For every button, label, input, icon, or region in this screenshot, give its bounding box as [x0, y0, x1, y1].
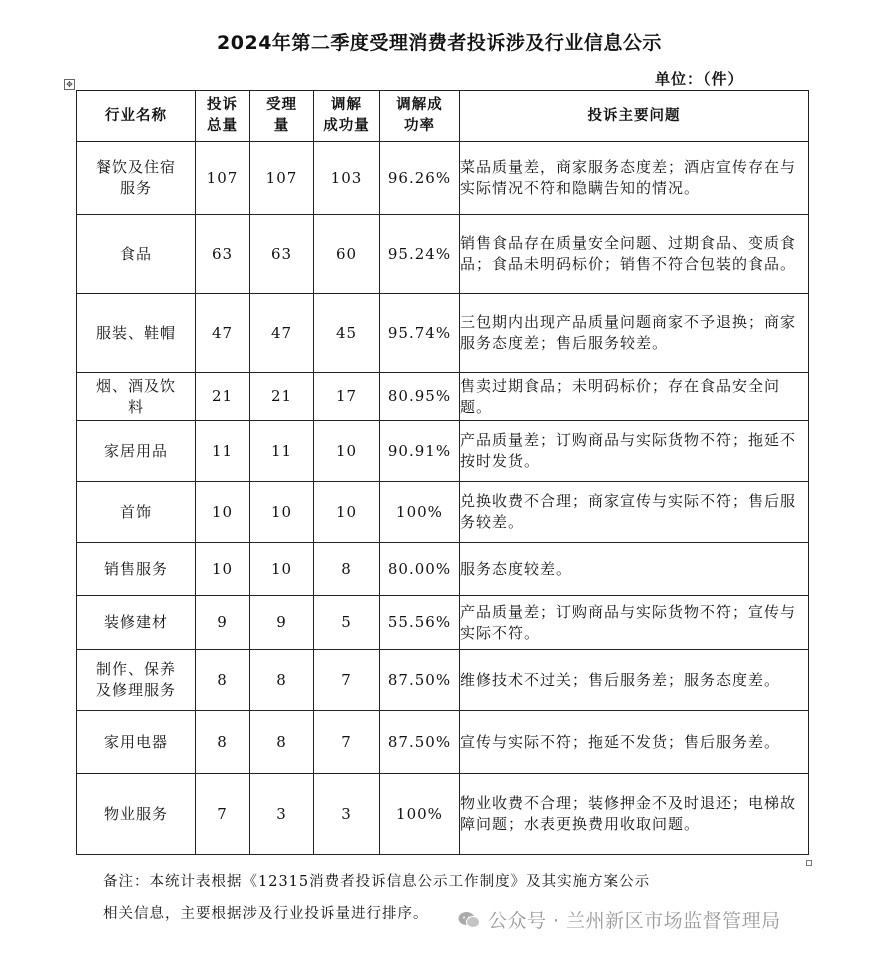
header-line: 投诉主要问题 [587, 107, 681, 124]
rate-cell: 87.50% [380, 711, 460, 774]
issues-cell: 服务态度较差。 [460, 543, 809, 596]
table-row [77, 650, 809, 711]
table-row [77, 142, 809, 215]
industry-line: 销售服务 [103, 559, 168, 578]
header-rate [380, 91, 460, 142]
mediated-cell: 8 [314, 543, 380, 596]
table-row [77, 596, 809, 650]
rate-cell: 100% [380, 774, 460, 855]
wechat-icon [458, 911, 480, 929]
complaint-table [76, 90, 809, 855]
issues-cell: 产品质量差；订购商品与实际货物不符；宣传与实际不符。 [460, 596, 809, 650]
mediated-cell: 7 [314, 650, 380, 711]
industry-cell [77, 596, 196, 650]
rate-cell: 80.00% [380, 543, 460, 596]
total-cell: 7 [196, 774, 250, 855]
industry-cell [77, 215, 196, 294]
mediated-cell: 10 [314, 421, 380, 482]
table-row [77, 543, 809, 596]
table-row [77, 711, 809, 774]
move-anchor-icon[interactable]: ✥ [64, 79, 75, 90]
footnote-line-2: 相关信息，主要根据涉及行业投诉量进行排序。 [103, 906, 429, 922]
rate-cell: 100% [380, 482, 460, 543]
issues-cell: 宣传与实际不符；拖延不发货；售后服务差。 [460, 711, 809, 774]
header-line: 总量 [207, 118, 238, 134]
issues-cell: 菜品质量差，商家服务态度差；酒店宣传存在与实际情况不符和隐瞒告知的情况。 [460, 142, 809, 215]
industry-line: 物业服务 [103, 804, 168, 823]
issues-cell: 物业收费不合理；装修押金不及时退还；电梯故障问题；水表更换费用收取问题。 [460, 774, 809, 855]
rate-cell: 95.74% [380, 294, 460, 373]
industry-cell [77, 482, 196, 543]
header-line: 成功量 [323, 118, 370, 134]
header-industry [77, 91, 196, 142]
mediated-cell: 45 [314, 294, 380, 373]
industry-line: 装修建材 [103, 613, 168, 631]
industry-line: 餐饮及住宿 [95, 158, 176, 176]
total-cell: 107 [196, 142, 250, 215]
table-row [77, 774, 809, 855]
header-line: 调解成 [396, 97, 443, 113]
table-row [77, 215, 809, 294]
header-total [196, 91, 250, 142]
mediated-cell: 17 [314, 373, 380, 421]
accepted-cell: 21 [250, 373, 314, 421]
rate-cell: 90.91% [380, 421, 460, 482]
accepted-cell: 8 [250, 711, 314, 774]
accepted-cell: 9 [250, 596, 314, 650]
rate-cell: 95.24% [380, 215, 460, 294]
accepted-cell: 10 [250, 543, 314, 596]
header-line: 受理 [266, 97, 297, 113]
total-cell: 47 [196, 294, 250, 373]
issues-cell: 产品质量差；订购商品与实际货物不符；拖延不按时发货。 [460, 421, 809, 482]
rate-cell: 96.26% [380, 142, 460, 215]
total-cell: 8 [196, 650, 250, 711]
industry-cell [77, 711, 196, 774]
mediated-cell: 5 [314, 596, 380, 650]
industry-cell [77, 294, 196, 373]
industry-cell [77, 421, 196, 482]
industry-line: 及修理服务 [95, 681, 176, 699]
mediated-cell: 10 [314, 482, 380, 543]
table-row [77, 294, 809, 373]
header-line: 行业名称 [105, 107, 167, 124]
accepted-cell: 3 [250, 774, 314, 855]
industry-cell [77, 774, 196, 855]
issues-cell: 售卖过期食品；未明码标价；存在食品安全问题。 [460, 373, 809, 421]
industry-cell [77, 373, 196, 421]
industry-line: 服务 [119, 179, 152, 197]
accepted-cell: 107 [250, 142, 314, 215]
total-cell: 10 [196, 482, 250, 543]
watermark-text: 公众号 · 兰州新区市场监督管理局 [488, 910, 781, 932]
accepted-cell: 10 [250, 482, 314, 543]
accepted-cell: 63 [250, 215, 314, 294]
unit-label: 单位：（件） [655, 70, 744, 88]
mediated-cell: 103 [314, 142, 380, 215]
industry-line: 料 [127, 397, 144, 416]
header-issues [460, 91, 809, 142]
table-row [77, 373, 809, 421]
rate-cell: 87.50% [380, 650, 460, 711]
industry-cell [77, 543, 196, 596]
issues-cell: 三包期内出现产品质量问题商家不予退换；商家服务态度差；售后服务较差。 [460, 294, 809, 373]
total-cell: 9 [196, 596, 250, 650]
issues-cell: 维修技术不过关；售后服务差；服务态度差。 [460, 650, 809, 711]
mediated-cell: 60 [314, 215, 380, 294]
accepted-cell: 47 [250, 294, 314, 373]
watermark [458, 906, 781, 933]
total-cell: 10 [196, 543, 250, 596]
table-resize-handle[interactable] [806, 860, 812, 866]
industry-line: 家居用品 [103, 441, 168, 460]
issues-cell: 销售食品存在质量安全问题、过期食品、变质食品；食品未明码标价；销售不符合包装的食品。 [460, 215, 809, 294]
industry-line: 服装、鞋帽 [95, 323, 176, 342]
table-row [77, 421, 809, 482]
mediated-cell: 7 [314, 711, 380, 774]
total-cell: 63 [196, 215, 250, 294]
total-cell: 8 [196, 711, 250, 774]
industry-line: 食品 [119, 244, 152, 263]
table-body [77, 142, 809, 855]
industry-line: 家用电器 [103, 732, 168, 751]
page-title: 2024年第二季度受理消费者投诉涉及行业信息公示 [217, 32, 662, 54]
header-line: 功率 [404, 118, 435, 134]
mediated-cell: 3 [314, 774, 380, 855]
industry-line: 首饰 [119, 502, 152, 521]
total-cell: 21 [196, 373, 250, 421]
accepted-cell: 11 [250, 421, 314, 482]
header-line: 投诉 [207, 97, 238, 113]
industry-line: 制作、保养 [95, 660, 176, 678]
rate-cell: 55.56% [380, 596, 460, 650]
header-mediated [314, 91, 380, 142]
footnote-line-1: 备注：本统计表根据《12315消费者投诉信息公示工作制度》及其实施方案公示 [103, 874, 651, 890]
industry-line: 烟、酒及饮 [95, 376, 176, 395]
table-header-row [77, 91, 809, 142]
rate-cell: 80.95% [380, 373, 460, 421]
header-line: 量 [273, 118, 290, 134]
industry-cell [77, 142, 196, 215]
accepted-cell: 8 [250, 650, 314, 711]
issues-cell: 兑换收费不合理；商家宣传与实际不符；售后服务较差。 [460, 482, 809, 543]
header-line: 调解 [331, 97, 362, 113]
total-cell: 11 [196, 421, 250, 482]
industry-cell [77, 650, 196, 711]
header-accepted [250, 91, 314, 142]
table-row [77, 482, 809, 543]
